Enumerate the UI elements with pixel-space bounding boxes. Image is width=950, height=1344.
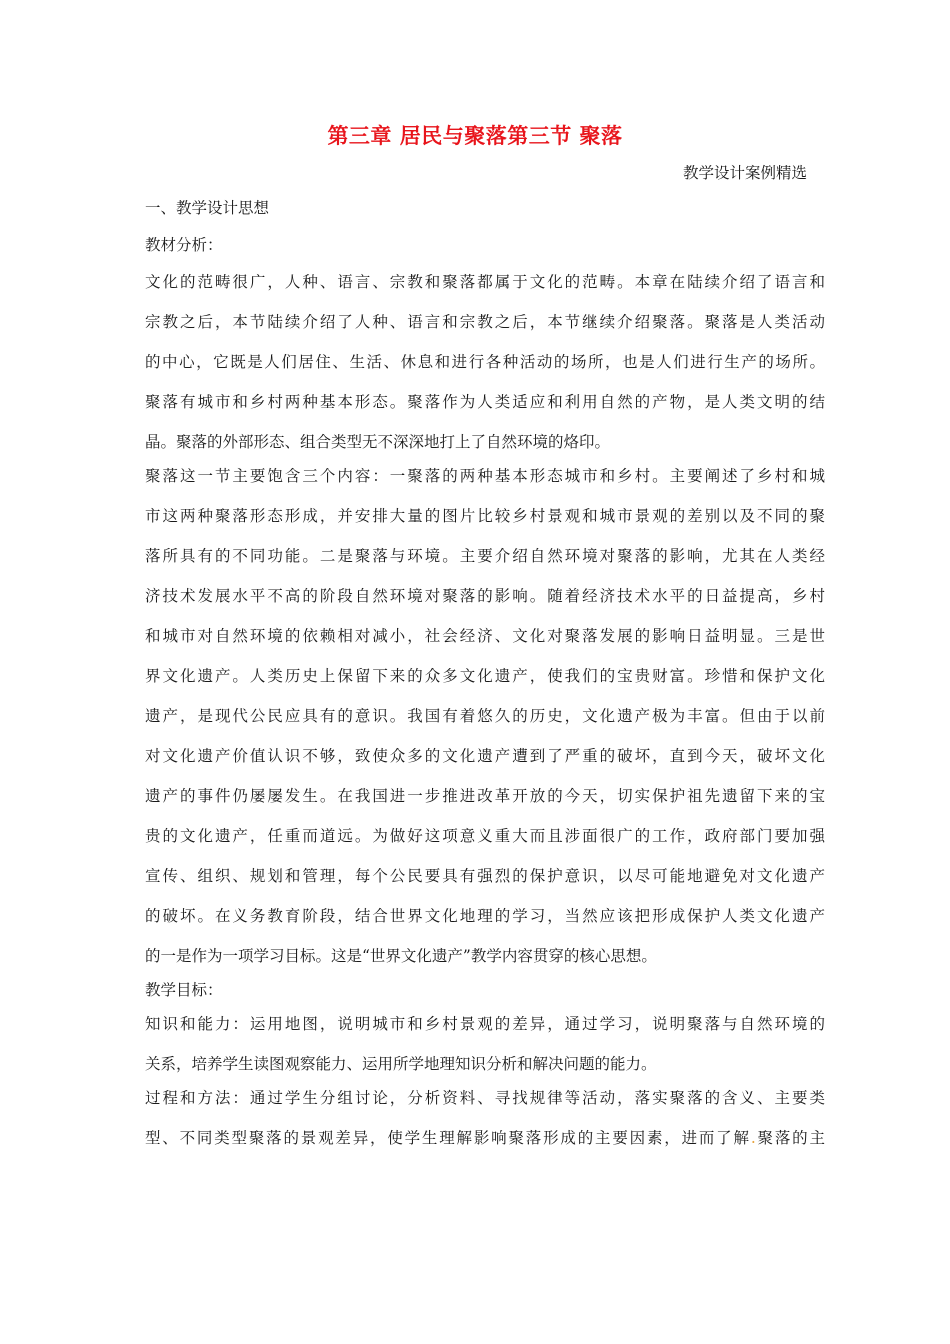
goal-knowledge xyxy=(145,1013,825,1075)
paragraph-line: 贵的文化遗产，任重而道远。为做好这项意义重大而且涉面很广的工作，政府部门要加强 xyxy=(145,827,825,845)
paragraph-line: 宗教之后，本节陆续介绍了人种、语言和宗教之后，本节继续介绍聚落。聚落是人类活动 xyxy=(145,313,825,331)
paragraph-line: 界文化遗产。人类历史上保留下来的众多文化遗产，使我们的宝贵财富。珍惜和保护文化 xyxy=(145,667,825,685)
paragraph-line: 聚落这一节主要饱含三个内容：一聚落的两种基本形态城市和乡村。主要阐述了乡村和城 xyxy=(145,467,825,485)
document-subtitle: 教学设计案例精选 xyxy=(682,164,807,182)
paragraph-line: 知识和能力：运用地图，说明城市和乡村景观的差异，通过学习，说明聚落与自然环境的 xyxy=(145,1015,825,1033)
paragraph-line: 遗产，是现代公民应具有的意识。我国有着悠久的历史，文化遗产极为丰富。但由于以前 xyxy=(145,707,825,725)
paragraph-line: 文化的范畴很广，人种、语言、宗教和聚落都属于文化的范畴。本章在陆续介绍了语言和 xyxy=(145,273,825,291)
line-text: 型、不同类型聚落的景观差异，使学生理解影响聚落形成的主要因素，进而了解 xyxy=(145,1129,751,1147)
paragraph-line: 的一是作为一项学习目标。这是“世界文化遗产”教学内容贯穿的核心思想。 xyxy=(145,947,657,965)
document-body xyxy=(145,197,825,1149)
paragraph-line: 的中心，它既是人们居住、生活、休息和进行各种活动的场所，也是人们进行生产的场所。 xyxy=(145,353,825,371)
paragraph-line: 对文化遗产价值认识不够，致使众多的文化遗产遭到了严重的破坏，直到今天，破坏文化 xyxy=(145,747,825,765)
goals-heading: 教学目标： xyxy=(145,981,223,999)
paragraph-2 xyxy=(145,465,825,967)
paragraph-line: 和城市对自然环境的依赖相对减小，社会经济、文化对聚落发展的影响日益明显。三是世 xyxy=(145,627,825,645)
paragraph-line: 宣传、组织、规划和管理，每个公民要具有强烈的保护意识，以尽可能地避免对文化遗产 xyxy=(145,867,825,885)
goal-process xyxy=(145,1087,825,1149)
section-heading: 一、教学设计思想 xyxy=(145,199,270,217)
paragraph-1 xyxy=(145,271,825,453)
paragraph-line: 过程和方法：通过学生分组讨论，分析资料、寻找规律等活动，落实聚落的含义、主要类 xyxy=(145,1089,825,1107)
document-title: 第三章 居民与聚落第三节 聚落 xyxy=(327,124,623,148)
paragraph-line: 关系，培养学生读图观察能力、运用所学地理知识分析和解决问题的能力。 xyxy=(145,1055,657,1073)
paragraph-line: 济技术发展水平不高的阶段自然环境对聚落的影响。随着经济技术水平的日益提高，乡村 xyxy=(145,587,825,605)
paragraph-line: 市这两种聚落形态形成，并安排大量的图片比较乡村景观和城市景观的差别以及不同的聚 xyxy=(145,507,825,525)
paragraph-line: 落所具有的不同功能。二是聚落与环境。主要介绍自然环境对聚落的影响，尤其在人类经 xyxy=(145,547,825,565)
line-text: 聚落的主 xyxy=(755,1129,825,1147)
paragraph-line: 遗产的事件仍屡屡发生。在我国进一步推进改革开放的今天，切实保护祖先遗留下来的宝 xyxy=(145,787,825,805)
analysis-heading: 教材分析： xyxy=(145,236,223,254)
stray-mark: . xyxy=(750,1129,756,1147)
paragraph-line: 晶。聚落的外部形态、组合类型无不深深地打上了自然环境的烙印。 xyxy=(145,433,611,451)
paragraph-line: 的破坏。在义务教育阶段，结合世界文化地理的学习，当然应该把形成保护人类文化遗产 xyxy=(145,907,825,925)
paragraph-line: 聚落有城市和乡村两种基本形态。聚落作为人类适应和利用自然的产物，是人类文明的结 xyxy=(145,393,825,411)
paragraph-line xyxy=(145,1127,825,1149)
